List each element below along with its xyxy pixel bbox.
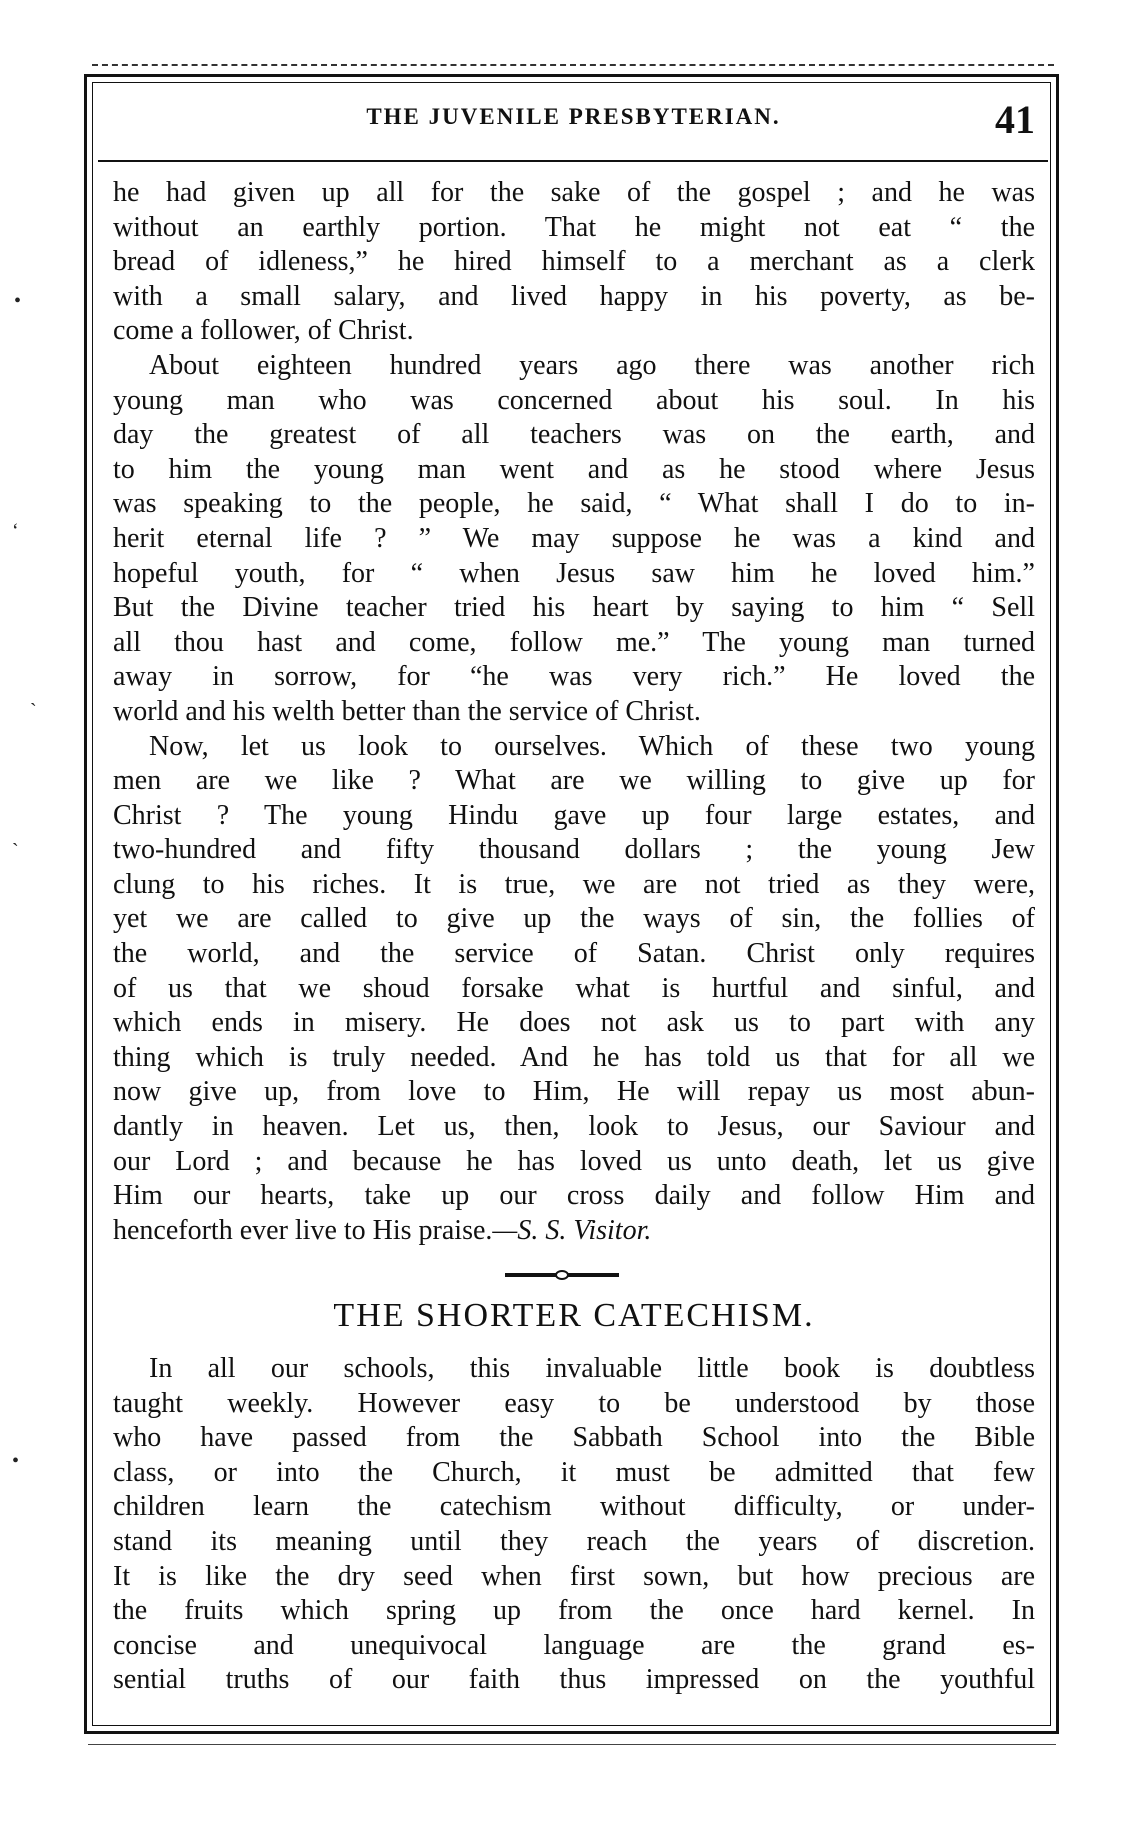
text-line: bread of idleness,” he hired himself to a merchant as a clerk — [113, 246, 1035, 278]
text-line: young man who was concerned about his soul. In his — [113, 384, 1035, 416]
divider-bar-right — [567, 1273, 619, 1277]
text-line: men are we like ? What are we willing to give up for — [113, 765, 1035, 797]
text-line: Him our hearts, take up our cross daily and follow Him and — [113, 1180, 1035, 1212]
top-border-dashes — [92, 64, 1054, 66]
page-number: 41 — [995, 97, 1035, 142]
text-line: which ends in misery. He does not ask us to part with any — [113, 1007, 1035, 1039]
text-line: Now, let us look to ourselves. Which of these two young — [149, 730, 1035, 762]
text-line-final — [113, 1214, 1035, 1249]
text-line: thing which is truly needed. And he has told us that for all we — [113, 1041, 1035, 1073]
text-line: the world, and the service of Satan. Christ only requires — [113, 938, 1035, 970]
text-line: of us that we shoud forsake what is hurtful and sinful, and — [113, 972, 1035, 1004]
text-line: two-hundred and fifty thousand dollars ; the young Jew — [113, 834, 1035, 866]
text-line: come a follower, of Christ. — [113, 315, 414, 347]
text-line-content: henceforth ever live to His praise. — [113, 1214, 493, 1246]
text-line: all thou hast and come, follow me.” The young man turned — [113, 626, 1035, 658]
text-line: dantly in heaven. Let us, then, look to Jesus, our Saviour and — [113, 1111, 1035, 1143]
text-line: But the Divine teacher tried his heart by saying to him “ Sell — [113, 592, 1035, 624]
catechism-text — [113, 1352, 1035, 1698]
text-line: day the greatest of all teachers was on the earth, and — [113, 419, 1035, 451]
text-line: concise and unequivocal language are the grand es- — [113, 1629, 1035, 1661]
running-title: THE JUVENILE PRESBYTERIAN. — [366, 104, 781, 129]
text-line: he had given up all for the sake of the gospel ; and he was — [113, 177, 1035, 208]
text-line: who have passed from the Sabbath School into the Bible — [113, 1422, 1035, 1454]
text-line: Christ ? The young Hindu gave up four large estates, and — [113, 799, 1035, 831]
text-line: children learn the catechism without difficulty, or under- — [113, 1491, 1035, 1523]
margin-speck: • — [14, 290, 22, 312]
text-line: now give up, from love to Him, He will repay us most abun- — [113, 1076, 1035, 1108]
margin-speck: ˋ — [30, 700, 37, 722]
text-line: was speaking to the people, he said, “ What shall I do to in- — [113, 488, 1035, 520]
divider-bar-left — [505, 1273, 557, 1277]
text-line: to him the young man went and as he stood where Jesus — [113, 453, 1035, 485]
text-line: About eighteen hundred years ago there was another rich — [149, 349, 1035, 381]
text-line: stand its meaning until they reach the years of discretion. — [113, 1525, 1035, 1557]
text-line: with a small salary, and lived happy in his poverty, as be- — [113, 280, 1035, 312]
text-line: away in sorrow, for “he was very rich.” He loved the — [113, 661, 1035, 693]
text-line: In all our schools, this invaluable little book is doubtless — [149, 1353, 1035, 1384]
text-line: the fruits which spring up from the once hard kernel. In — [113, 1595, 1035, 1627]
attribution: —S. S. Visitor. — [492, 1214, 652, 1246]
text-line: herit eternal life ? ” We may suppose he was a kind and — [113, 522, 1035, 554]
text-line: our Lord ; and because he has loved us unto death, let us give — [113, 1145, 1035, 1177]
text-line: taught weekly. However easy to be understood by those — [113, 1387, 1035, 1419]
margin-speck: ʻ — [12, 520, 19, 542]
header-rule — [98, 160, 1048, 162]
text-line: clung to his riches. It is true, we are not tried as they were, — [113, 868, 1035, 900]
bottom-border-rule — [88, 1744, 1056, 1745]
margin-speck: • — [12, 1450, 20, 1472]
text-line: without an earthly portion. That he might not eat “ the — [113, 211, 1035, 243]
section-heading: THE SHORTER CATECHISM. — [333, 1297, 815, 1334]
text-line: class, or into the Church, it must be admitted that few — [113, 1456, 1035, 1488]
margin-speck: ˋ — [12, 840, 19, 862]
text-line: world and his welth better than the service of Christ. — [113, 695, 701, 727]
text-line: sential truths of our faith thus impressed on the youthful — [113, 1664, 1035, 1696]
text-line: It is like the dry seed when first sown, but how precious are — [113, 1560, 1035, 1592]
text-line: yet we are called to give up the ways of sin, the follies of — [113, 903, 1035, 935]
section-divider-ornament — [495, 1268, 630, 1282]
text-line: hopeful youth, for “ when Jesus saw him he loved him.” — [113, 557, 1035, 589]
running-head — [112, 96, 1035, 142]
article-continued — [113, 176, 1035, 1248]
